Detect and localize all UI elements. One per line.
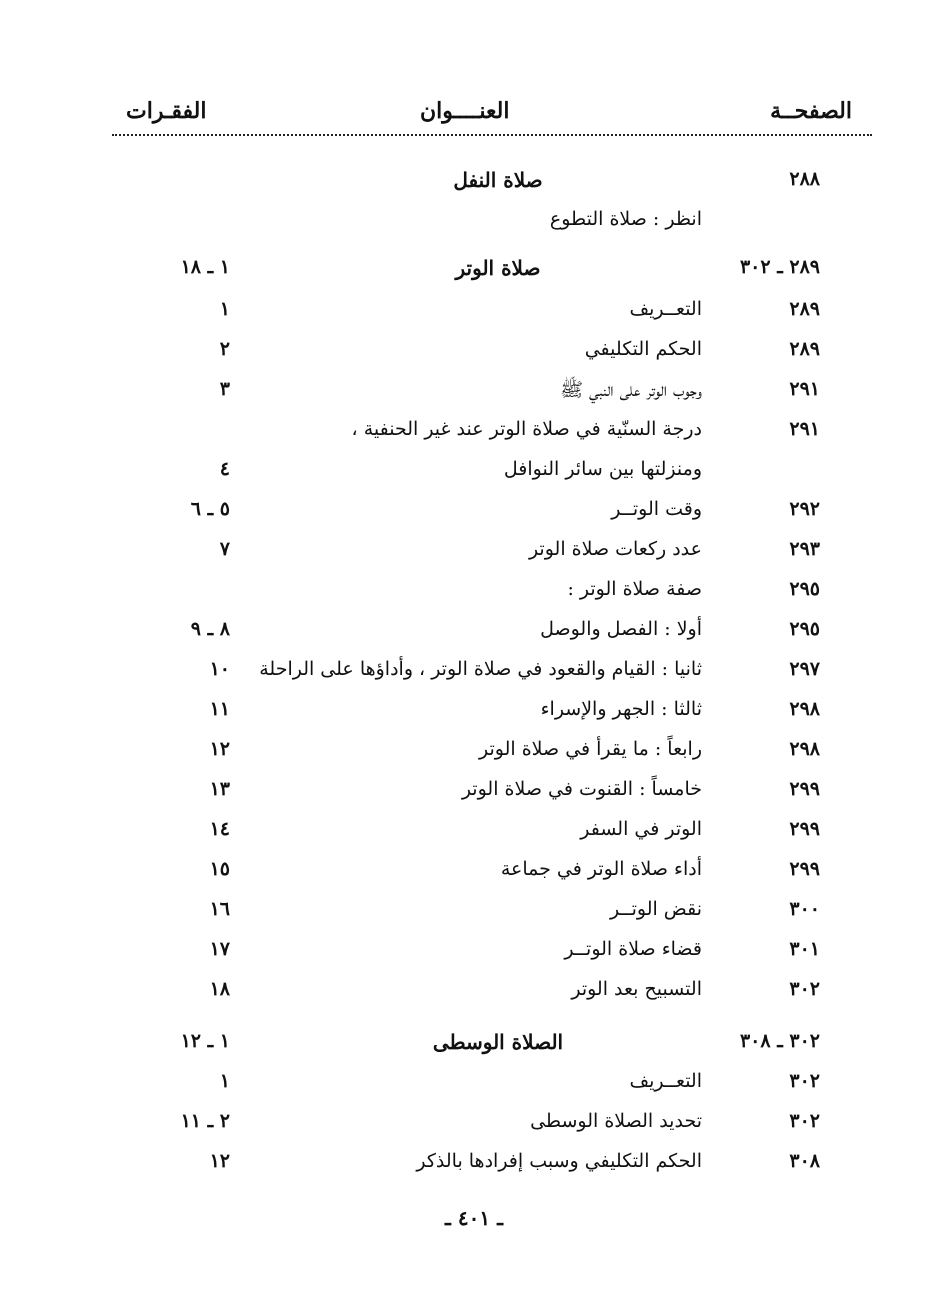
row-paragraphs: ٧ bbox=[219, 538, 230, 560]
row-page-number: ٢٨٨ bbox=[789, 168, 820, 190]
index-row bbox=[0, 378, 948, 418]
row-title: ثالثا : الجهر والإسراء bbox=[540, 698, 702, 720]
header-title-label: العنــــوان bbox=[420, 98, 510, 124]
row-page-number: ٢٩٩ bbox=[789, 818, 820, 840]
row-page-number: ٣٠٢ bbox=[789, 1070, 820, 1092]
row-title: الحكم التكليفي bbox=[584, 338, 702, 360]
row-title: التعــريف bbox=[629, 1070, 702, 1092]
row-paragraphs: ١ ـ ١٢ bbox=[180, 1030, 230, 1052]
row-paragraphs: ١ bbox=[219, 298, 230, 320]
row-title: قضاء صلاة الوتــر bbox=[564, 938, 702, 960]
row-page-number: ٣٠٨ bbox=[789, 1150, 820, 1172]
index-row bbox=[0, 738, 948, 778]
row-title: التعــريف bbox=[629, 298, 702, 320]
index-row bbox=[0, 858, 948, 898]
header-dotted-rule bbox=[112, 134, 872, 136]
header-paragraphs-label: الفقـرات bbox=[126, 98, 207, 124]
row-title: خامساً : القنوت في صلاة الوتر bbox=[461, 778, 702, 800]
row-paragraphs: ١٨ bbox=[209, 978, 230, 1000]
row-title: صفة صلاة الوتر : bbox=[567, 578, 702, 600]
index-row bbox=[0, 698, 948, 738]
row-paragraphs: ١٢ bbox=[209, 1150, 230, 1172]
index-row bbox=[0, 898, 948, 938]
index-row bbox=[0, 298, 948, 338]
row-page-number: ٢٨٩ bbox=[789, 298, 820, 320]
row-page-number: ٢٩١ bbox=[789, 418, 820, 440]
index-row bbox=[0, 818, 948, 858]
row-page-number: ٣٠٢ ـ ٣٠٨ bbox=[739, 1030, 820, 1052]
row-paragraphs: ١ ـ ١٨ bbox=[180, 256, 230, 278]
row-paragraphs: ١٠ bbox=[209, 658, 230, 680]
index-section-row bbox=[0, 168, 948, 208]
row-title: وقت الوتــر bbox=[611, 498, 702, 520]
row-title: عدد ركعات صلاة الوتر bbox=[528, 538, 702, 560]
row-page-number: ٣٠١ bbox=[789, 938, 820, 960]
index-row bbox=[0, 458, 948, 498]
row-paragraphs: ١٥ bbox=[209, 858, 230, 880]
row-title: ثانيا : القيام والقعود في صلاة الوتر ، وأداؤها على الراحلة bbox=[259, 658, 702, 680]
row-title: تحديد الصلاة الوسطى bbox=[530, 1110, 702, 1132]
index-row bbox=[0, 1150, 948, 1190]
index-row bbox=[0, 778, 948, 818]
index-row bbox=[0, 618, 948, 658]
index-row bbox=[0, 658, 948, 698]
row-paragraphs: ١ bbox=[219, 1070, 230, 1092]
row-page-number: ٢٨٩ ـ ٣٠٢ bbox=[739, 256, 820, 278]
row-page-number: ٢٩٨ bbox=[789, 698, 820, 720]
row-title: درجة السنّية في صلاة الوتر عند غير الحنفية ، bbox=[351, 418, 702, 440]
section-title: صلاة الوتر bbox=[455, 256, 541, 280]
row-page-number: ٢٩١ bbox=[789, 378, 820, 400]
row-paragraphs: ٥ ـ ٦ bbox=[190, 498, 230, 520]
index-row bbox=[0, 1070, 948, 1110]
row-paragraphs: ٨ ـ ٩ bbox=[190, 618, 230, 640]
index-row bbox=[0, 978, 948, 1018]
row-title: الوتر في السفر bbox=[580, 818, 702, 840]
row-title: أداء صلاة الوتر في جماعة bbox=[500, 858, 702, 880]
index-section-row bbox=[0, 1030, 948, 1070]
row-paragraphs: ٢ ـ ١١ bbox=[180, 1110, 230, 1132]
row-title: نقض الوتــر bbox=[609, 898, 702, 920]
section-title: الصلاة الوسطى bbox=[432, 1030, 564, 1054]
row-page-number: ٢٩٣ bbox=[789, 538, 820, 560]
row-title: ومنزلتها بين سائر النوافل bbox=[503, 458, 702, 480]
row-page-number: ٣٠٢ bbox=[789, 1110, 820, 1132]
row-paragraphs: ٤ bbox=[219, 458, 230, 480]
row-title: أولا : الفصل والوصل bbox=[540, 618, 702, 640]
index-row bbox=[0, 418, 948, 458]
row-page-number: ٣٠٢ bbox=[789, 978, 820, 1000]
row-page-number: ٢٩٨ bbox=[789, 738, 820, 760]
row-page-number: ٢٩٩ bbox=[789, 778, 820, 800]
row-page-number: ٢٩٢ bbox=[789, 498, 820, 520]
row-paragraphs: ١١ bbox=[209, 698, 230, 720]
index-row bbox=[0, 938, 948, 978]
index-row bbox=[0, 1110, 948, 1150]
row-paragraphs: ١٧ bbox=[209, 938, 230, 960]
row-paragraphs: ٢ bbox=[219, 338, 230, 360]
row-page-number: ٣٠٠ bbox=[789, 898, 820, 920]
row-page-number: ٢٩٥ bbox=[789, 618, 820, 640]
page-number: ـ ٤٠١ ـ bbox=[445, 1206, 503, 1230]
index-section-row bbox=[0, 256, 948, 296]
row-paragraphs: ١٣ bbox=[209, 778, 230, 800]
row-title: رابعاً : ما يقرأ في صلاة الوتر bbox=[479, 738, 702, 760]
row-paragraphs: ٣ bbox=[219, 378, 230, 400]
row-paragraphs: ١٤ bbox=[209, 818, 230, 840]
row-title: التسبيح بعد الوتر bbox=[571, 978, 702, 1000]
section-title: صلاة النفل bbox=[453, 168, 543, 192]
index-row bbox=[0, 538, 948, 578]
row-title: الحكم التكليفي وسبب إفرادها بالذكر bbox=[416, 1150, 702, 1172]
row-paragraphs: ١٢ bbox=[209, 738, 230, 760]
index-row bbox=[0, 578, 948, 618]
index-row bbox=[0, 498, 948, 538]
row-title: وجوب الوتر على النبي ﷺ bbox=[560, 379, 702, 401]
header-page-label: الصفحــة bbox=[770, 98, 852, 124]
row-paragraphs: ١٦ bbox=[209, 898, 230, 920]
row-page-number: ٢٩٥ bbox=[789, 578, 820, 600]
row-page-number: ٢٩٧ bbox=[789, 658, 820, 680]
row-title: انظر : صلاة التطوع bbox=[549, 208, 702, 230]
row-page-number: ٢٨٩ bbox=[789, 338, 820, 360]
index-row bbox=[0, 208, 948, 248]
index-row bbox=[0, 338, 948, 378]
row-page-number: ٢٩٩ bbox=[789, 858, 820, 880]
